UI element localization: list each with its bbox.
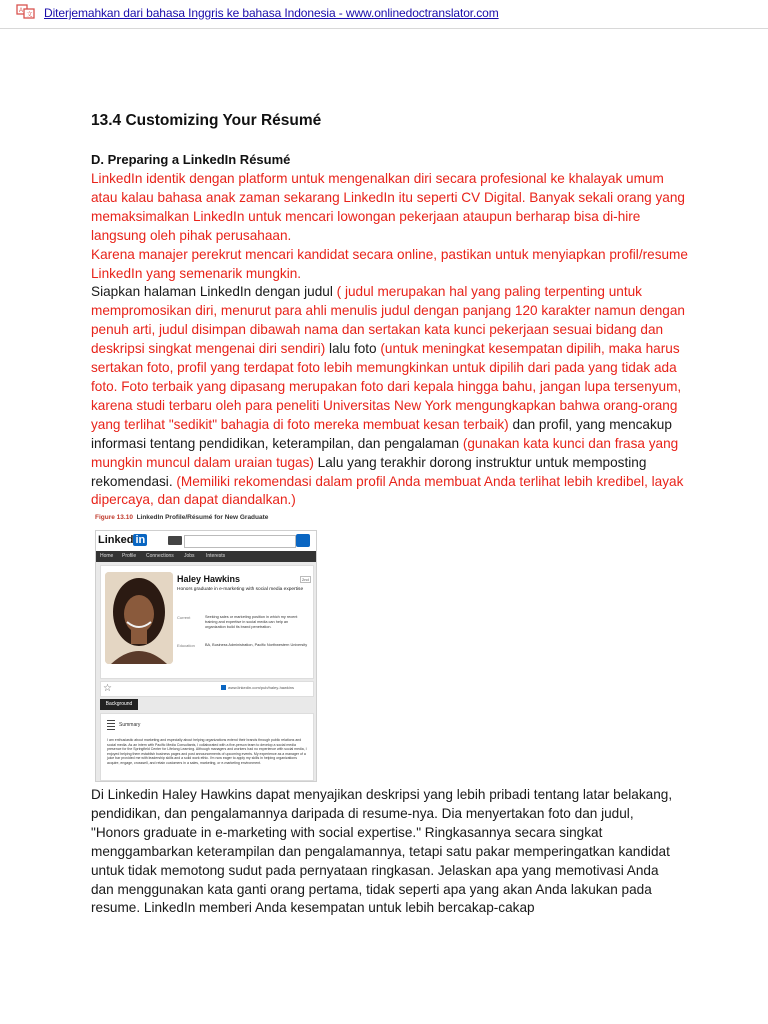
paragraph-intro: LinkedIn identik dengan platform untuk mengenalkan diri secara profesional ke khalayak umum atau kalau bahasa anak zaman sekarang LinkedIn itu seperti CV Digital. Banyak sekali orang yang memaksimalkan LinkedIn untuk mencari lowongan pekerjaan ataupun berharap bisa di-hire langsung oleh pihak perusahaan. xyxy=(91,171,685,243)
note-keywords: (gunakan kata kunci dan frasa yang mungkin muncul dalam uraian tugas) xyxy=(91,435,679,470)
profile-url: www.linkedin.com/pub/haley-hawkins xyxy=(221,685,294,690)
education-value: BA, Business Administration, Pacific Northwestern University xyxy=(205,643,308,647)
current-label: Current xyxy=(177,615,191,620)
linkedin-profile-screenshot xyxy=(95,530,317,782)
nav-item-jobs: Jobs xyxy=(184,553,195,559)
text-segment: dan profil, yang mencakup informasi tentang pendidikan, keterampilan, dan pengalaman xyxy=(91,416,672,451)
note-recommendation: (Memiliki rekomendasi dalam profil Anda membuat Anda terlihat lebih kredibel, layak dipercaya, dan dapat diandalkan.) xyxy=(91,473,684,508)
profile-photo xyxy=(105,572,173,664)
education-label: Education xyxy=(177,643,195,648)
translator-banner xyxy=(0,0,768,29)
current-value: Seeking sales or marketing position in which my recent training and expertise in social media can help an organization build its brand penetration. xyxy=(205,615,298,629)
note-photo: (untuk meningkat kesempatan dipilih, maka harus sertakan foto, profil yang terdapat foto lebih memungkinkan untuk dipilih dari pada yang tidak ada foto. Foto terbaik yang dipasang merupakan foto dari kepala hingga bahu, jangan lupa tersenyum, karena studi terbaru oleh para peneliti Universitas New York mengungkapkan bahwa orang-orang yang terlihat "sedikit" bahagia di foto mereka membuat kesan terbaik) xyxy=(91,341,682,432)
svg-text:文: 文 xyxy=(26,12,33,19)
text-segment: Lalu yang terakhir dorong instruktur untuk memposting rekomendasi. xyxy=(91,454,647,489)
connection-badge: 2nd xyxy=(302,577,309,582)
profile-name: Haley Hawkins xyxy=(177,574,241,584)
body-text xyxy=(91,170,691,510)
profile-url-bar xyxy=(100,681,314,697)
section-title: 13.4 Customizing Your Résumé xyxy=(91,112,322,129)
summary-label: Summary xyxy=(119,722,141,728)
translator-link[interactable]: Diterjemahkan dari bahasa Inggris ke bahasa Indonesia - www.onlinedoctranslator.com xyxy=(44,6,499,20)
star-icon: ☆ xyxy=(103,683,112,694)
search-input xyxy=(184,535,296,548)
note-title: ( judul merupakan hal yang paling terpenting untuk mempromosikan diri, menurut para ahli menulis judul dengan panjang 120 karakter namun dengan penuh arti, judul disimpan dibawah nama dan sertakan kata kunci pekerjaan sesuai bidang dan deskripsi singkat mengenai diri sendiri) xyxy=(91,284,685,357)
linkedin-figure xyxy=(95,514,317,782)
summary-section xyxy=(100,713,314,781)
text-segment: lalu foto xyxy=(325,341,381,357)
text-segment: Siapkan halaman LinkedIn dengan judul xyxy=(91,284,337,300)
linkedin-header xyxy=(96,531,316,552)
subheading: D. Preparing a LinkedIn Résumé xyxy=(91,152,291,167)
paragraph-recruiter: Karena manajer perekrut mencari kandidat secara online, pastikan untuk menyiapkan profil/resume LinkedIn yang semenarik mungkin. xyxy=(91,246,688,281)
nav-item-connections: Connections xyxy=(146,553,174,559)
profile-card xyxy=(100,565,314,679)
translator-icon xyxy=(16,4,36,20)
profile-headline: Honors graduate in e-marketing with social media expertise xyxy=(177,587,304,592)
nav-item-profile: Profile xyxy=(122,553,137,559)
background-tab: Background xyxy=(100,699,138,710)
nav-item-interests: Interests xyxy=(206,553,226,559)
document-icon xyxy=(107,720,115,730)
linkedin-nav xyxy=(96,551,316,562)
paragraph-after-figure: Di Linkedin Haley Hawkins dapat menyajikan deskripsi yang lebih pribadi tentang latar belakang, pendidikan, dan pengalamannya daripada di resume-nya. Dia menyertakan foto dan judul, "Honors graduate in e-marketing with social expertise." Ringkasannya secara singkat menggambarkan keterampilan dan pengalamannya, tetapi satu pakar memperingatkan kandidat untuk tidak memotong sudut pada pernyataan ringkasan. Jelaskan apa yang memotivasi Anda dan menggunakan kata ganti orang pertama, tidak seperti apa yang akan Anda lakukan pada resume. LinkedIn memberi Anda kesempatan untuk lebih bercakap-cakap xyxy=(91,787,673,916)
linkedin-logo: Linked in xyxy=(98,534,146,546)
figure-caption-text: LinkedIn Profile/Résumé for New Graduate xyxy=(136,514,269,521)
figure-number: Figure 13.10 xyxy=(95,514,133,521)
menu-icon xyxy=(168,536,182,545)
nav-item-home: Home xyxy=(100,553,114,559)
linkedin-icon xyxy=(221,685,226,690)
summary-text: I am enthusiastic about marketing and especially about helping organizations extend their brands through public relations and social media. As an intern with Pacific Media Consultants, I collaborated with a five-person team to develop a social media presence for the Springfield Center for Lifelong Learning. Although managers and workers had no experience with social media, I enjoyed helping them establish business pages and post announcements of upcoming events. My experience as a manager of a juice bar provided me with leadership skills and a solid work ethic. I'm now eager to apply my skills in helping organizations acquire, engage, crosssell, and retain customers in a sales, marketing, or e-marketing environment. xyxy=(107,738,307,765)
svg-text:A: A xyxy=(19,8,24,14)
search-icon xyxy=(296,534,310,547)
figure-caption xyxy=(95,514,268,521)
paragraph-steps xyxy=(91,283,691,510)
